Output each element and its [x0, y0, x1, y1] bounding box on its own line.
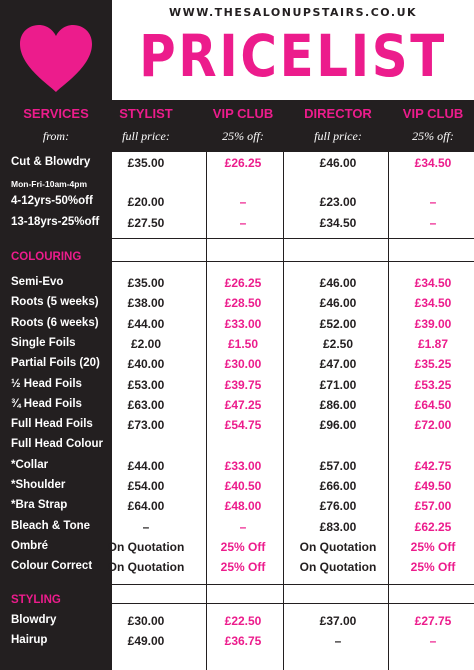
price-value: £83.00: [319, 519, 357, 534]
price-value: £53.25: [414, 377, 452, 392]
price-value: £63.00: [127, 397, 165, 412]
price-value: £48.00: [224, 499, 262, 514]
price-value: –: [334, 634, 342, 649]
price-value: £52.00: [319, 316, 357, 331]
price-value: £57.00: [319, 458, 357, 473]
price-value: £39.75: [224, 377, 262, 392]
section-divider: [112, 238, 474, 239]
price-value: £34.50: [414, 156, 452, 170]
price-value: £1.87: [417, 336, 449, 351]
price-value: 25% Off: [220, 560, 266, 575]
price-value: £36.75: [224, 634, 262, 649]
service-label: ½ Head Foils: [11, 377, 82, 390]
price-value: £39.00: [414, 316, 452, 331]
column-subheader: 25% off:: [222, 129, 264, 143]
price-value: £40.00: [127, 357, 165, 372]
price-value: –: [429, 216, 437, 230]
service-label: Full Head Foils: [11, 418, 93, 431]
column-header: SERVICES: [23, 106, 89, 121]
price-value: £26.25: [224, 156, 262, 170]
price-value: –: [239, 195, 247, 209]
price-value: £27.50: [127, 216, 165, 230]
service-label: Semi-Evo: [11, 276, 64, 288]
service-label: Mon-Fri-10am-4pm: [11, 179, 88, 189]
price-value: £33.00: [224, 458, 262, 473]
column-subheader: 25% off:: [412, 129, 454, 143]
price-value: £96.00: [319, 418, 357, 433]
page-header: [112, 0, 474, 100]
service-label: Colour Correct: [11, 560, 93, 573]
column-subheader: full price:: [122, 129, 170, 143]
price-value: £27.75: [414, 614, 452, 628]
price-value: £42.75: [414, 458, 452, 473]
price-value: £44.00: [127, 458, 165, 473]
price-value: –: [239, 519, 247, 534]
price-value: £34.50: [414, 296, 452, 311]
price-value: £2.00: [130, 336, 162, 351]
service-label: *Collar: [11, 458, 49, 471]
price-value: £53.00: [127, 377, 165, 392]
service-label: 4-12yrs-50%off: [11, 195, 93, 207]
service-label: Roots (6 weeks): [11, 316, 99, 329]
price-value: £76.00: [319, 499, 357, 514]
service-label: Partial Foils (20): [11, 357, 100, 370]
section-divider: [112, 261, 474, 262]
heart-icon: [18, 24, 94, 94]
price-value: £34.50: [414, 276, 452, 290]
price-value: £54.00: [127, 479, 165, 493]
column-header: VIP CLUB: [402, 106, 464, 121]
price-value: £46.00: [319, 276, 357, 290]
price-value: £62.25: [414, 519, 452, 534]
price-value: £54.75: [224, 418, 262, 433]
price-value: £35.00: [127, 156, 165, 170]
service-label: Ombré: [11, 539, 49, 552]
service-label: Bleach & Tone: [11, 519, 91, 532]
column-subheader: from:: [42, 129, 70, 143]
price-value: £26.25: [224, 276, 262, 290]
service-label: 13-18yrs-25%off: [11, 216, 100, 228]
service-label: Blowdry: [11, 614, 57, 626]
section-title-styling: STYLING: [11, 594, 61, 606]
price-value: –: [429, 195, 437, 209]
price-value: £86.00: [319, 397, 357, 412]
service-label: *Shoulder: [11, 479, 66, 491]
price-value: 25% Off: [410, 560, 456, 575]
column-header: VIP CLUB: [212, 106, 274, 121]
price-value: £44.00: [127, 316, 165, 331]
price-value: 25% Off: [410, 539, 456, 554]
price-value: –: [239, 216, 247, 230]
price-value: £33.00: [224, 316, 262, 331]
price-value: £38.00: [127, 296, 165, 311]
price-value: £30.00: [127, 614, 165, 628]
price-value: £20.00: [127, 195, 165, 209]
price-value: £2.50: [322, 336, 354, 351]
price-value: –: [429, 634, 437, 649]
column-header: DIRECTOR: [304, 106, 372, 121]
section-title-colouring: COLOURING: [11, 251, 82, 263]
price-value: £30.00: [224, 357, 262, 372]
price-value: £64.00: [127, 499, 165, 514]
price-value: £47.25: [224, 397, 262, 412]
price-value: £47.00: [319, 357, 357, 372]
price-value: £35.00: [127, 276, 165, 290]
price-value: On Quotation: [107, 560, 185, 575]
section-divider: [112, 603, 474, 604]
service-label: Full Head Colour: [11, 438, 103, 451]
price-value: 25% Off: [220, 539, 266, 554]
price-value: £46.00: [319, 296, 357, 311]
price-value: £71.00: [319, 377, 357, 392]
price-value: £72.00: [414, 418, 452, 433]
price-value: £49.50: [414, 479, 452, 493]
price-value: £23.00: [319, 195, 357, 209]
price-value: On Quotation: [107, 539, 185, 554]
column-header: STYLIST: [119, 106, 173, 121]
service-label: *Bra Strap: [11, 499, 68, 512]
price-value: £34.50: [319, 216, 357, 230]
column-subheader: full price:: [314, 129, 362, 143]
price-value: £22.50: [224, 614, 262, 628]
price-value: On Quotation: [299, 560, 377, 575]
price-value: £46.00: [319, 156, 357, 170]
price-value: £28.50: [224, 296, 262, 311]
page-title: PRICELIST: [139, 22, 447, 90]
service-label: Cut & Blowdry: [11, 156, 91, 168]
price-value: £49.00: [127, 634, 165, 649]
service-label: Roots (5 weeks): [11, 296, 99, 309]
price-value: £37.00: [319, 614, 357, 628]
price-value: £66.00: [319, 479, 357, 493]
price-value: £64.50: [414, 397, 452, 412]
price-value: £1.50: [227, 336, 259, 351]
price-value: £35.25: [414, 357, 452, 372]
price-value: £40.50: [224, 479, 262, 493]
service-label: Single Foils: [11, 336, 76, 349]
service-label: ¾ Head Foils: [11, 397, 82, 410]
price-value: On Quotation: [299, 539, 377, 554]
price-value: £57.00: [414, 499, 452, 514]
service-label: Hairup: [11, 634, 48, 647]
price-value: –: [142, 519, 150, 534]
section-divider: [112, 584, 474, 585]
website-url: WWW.THESALONUPSTAIRS.CO.UK: [168, 6, 418, 19]
price-value: £73.00: [127, 418, 165, 433]
